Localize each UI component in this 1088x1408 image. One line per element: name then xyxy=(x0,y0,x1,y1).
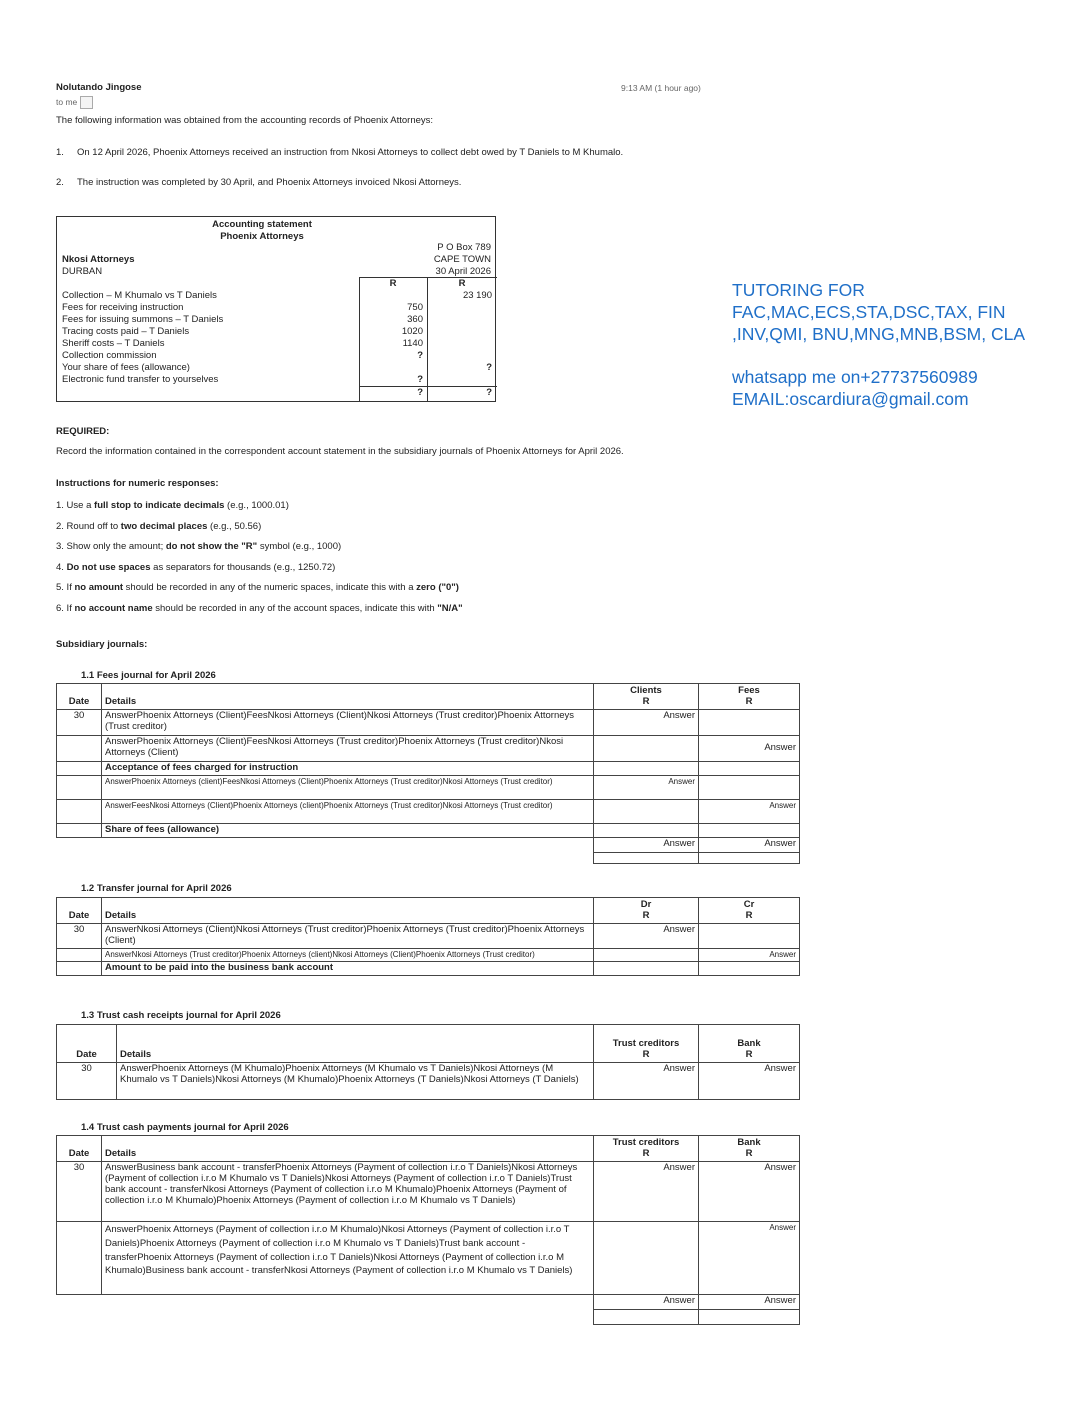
instr-text: (e.g., 1000.01) xyxy=(224,500,289,511)
fees-cell xyxy=(699,762,800,776)
point-number: 2. xyxy=(56,177,64,188)
point-text: The instruction was completed by 30 April, and Phoenix Attorneys invoiced Nkosi Attorneys. xyxy=(77,177,462,188)
trust-creditors-answer-input[interactable]: Answer xyxy=(594,1162,699,1222)
payments-journal-table xyxy=(56,1135,800,1325)
statement-row-label: Fees for issuing summons – T Daniels xyxy=(62,314,224,325)
instr-bold: no amount xyxy=(74,582,124,593)
point-2 xyxy=(56,177,462,188)
ad-whatsapp: whatsapp me on+27737560989 xyxy=(732,367,978,387)
details-dropdown[interactable]: AnswerPhoenix Attorneys (Payment of collection i.r.o M Khumalo)Nkosi Attorneys (Payment of collection i.r.o T Daniels)Phoenix Attorneys (Payment of collection i.r.o M Khumalo vs T Daniels)Trust bank account - transferPhoenix Attorneys (Payment of collection i.r.o T Daniels)Nkosi Attorneys (Payment of collection i.r.o M Khumalo)Business bank account - transferNkosi Attorneys (Payment of collection i.r.o M Khumalo vs T Daniels) xyxy=(102,1222,594,1295)
cr-answer-input[interactable]: Answer xyxy=(699,948,800,961)
header-unit: R xyxy=(745,1049,753,1061)
header-unit: R xyxy=(642,910,650,922)
instr-bold: zero ("0") xyxy=(416,582,459,593)
header-unit: R xyxy=(745,910,753,922)
statement-row-label: Tracing costs paid – T Daniels xyxy=(62,326,190,337)
header-date: Date xyxy=(57,1136,102,1162)
statement-recipient: Nkosi Attorneys xyxy=(62,254,135,265)
details-dropdown[interactable]: AnswerPhoenix Attorneys (client)FeesNkosi Attorneys (Client)Phoenix Attorneys (Trust creditor)Nkosi Attorneys (Trust creditor) xyxy=(102,775,594,799)
statement-row-amount-a: 1140 xyxy=(402,338,423,349)
subsidiary-heading: Subsidiary journals: xyxy=(56,639,148,650)
statement-row-amount-a: 750 xyxy=(407,302,423,313)
recipient-line xyxy=(56,96,93,109)
instr-text: 5. If xyxy=(56,582,75,593)
required-heading: REQUIRED: xyxy=(56,426,110,437)
header-details: Details xyxy=(117,1025,594,1063)
statement-title: Accounting statement xyxy=(212,219,312,230)
clients-answer-input[interactable]: Answer xyxy=(594,710,699,736)
instr-text: 6. If xyxy=(56,603,75,614)
instr-text: should be recorded in any of the numeric spaces, indicate this with a xyxy=(123,582,417,593)
header-label: Clients xyxy=(630,685,662,697)
dr-cell xyxy=(594,948,699,961)
statement-firm: Phoenix Attorneys xyxy=(220,231,304,242)
table-row xyxy=(57,736,800,762)
instr-text: 3. Show only the amount; xyxy=(56,541,166,552)
col-header-r: R xyxy=(389,278,397,289)
total-a: ? xyxy=(417,387,423,398)
table-header-row xyxy=(57,1136,800,1162)
table-row xyxy=(57,762,800,776)
row-date xyxy=(57,799,102,823)
bank-answer-input[interactable]: Answer xyxy=(699,1063,800,1100)
header-label: Trust creditors xyxy=(612,1137,680,1149)
details-dropdown[interactable]: AnswerFeesNkosi Attorneys (Client)Phoenix Attorneys (client)Phoenix Attorneys (Trust creditor)Nkosi Attorneys (Trust creditor) xyxy=(102,799,594,823)
instr-text: (e.g., 50.56) xyxy=(207,521,262,532)
header-label: Bank xyxy=(737,1038,761,1050)
table-header-row xyxy=(57,898,800,924)
header-details: Details xyxy=(102,684,594,710)
details-dropdown[interactable]: AnswerPhoenix Attorneys (Client)FeesNkosi Attorneys (Trust creditor)Phoenix Attorneys (Trust creditor)Nkosi Attorneys (Client) xyxy=(102,736,594,762)
table-header-row xyxy=(57,1025,800,1063)
header-details: Details xyxy=(102,1136,594,1162)
statement-row-label: Electronic fund transfer to yourselves xyxy=(62,374,219,385)
instr-bold: no account name xyxy=(74,603,153,614)
ad-line-3: ,INV,QMI, BNU,MNG,MNB,BSM, CLA xyxy=(732,324,1026,344)
row-date: 30 xyxy=(57,1162,102,1222)
header-trust-creditors xyxy=(594,1025,699,1063)
details-dropdown[interactable]: AnswerPhoenix Attorneys (Client)FeesNkosi Attorneys (Client)Nkosi Attorneys (Trust creditor)Phoenix Attorneys (Trust creditor) xyxy=(102,710,594,736)
statement-row-amount-b: 23 190 xyxy=(462,290,492,301)
header-dr xyxy=(594,898,699,924)
instr-bold: do not show the "R" xyxy=(165,541,258,552)
header-unit: R xyxy=(745,696,753,708)
instruction-2 xyxy=(56,521,261,532)
point-text: On 12 April 2026, Phoenix Attorneys received an instruction from Nkosi Attorneys to collect debt owed by T Daniels to M Khumalo. xyxy=(77,147,624,158)
trust-creditors-answer-input[interactable]: Answer xyxy=(594,1063,699,1100)
table-row xyxy=(57,710,800,736)
blank-cell xyxy=(594,1310,699,1325)
blank-cell xyxy=(57,1295,594,1325)
instr-text: 4. xyxy=(56,562,67,573)
clients-total-input[interactable]: Answer xyxy=(594,837,699,852)
ad-line-1: TUTORING FOR xyxy=(732,280,865,300)
instr-text: symbol (e.g., 1000) xyxy=(257,541,342,552)
header-trust-creditors xyxy=(594,1136,699,1162)
details-dropdown[interactable]: AnswerNkosi Attorneys (Trust creditor)Phoenix Attorneys (client)Nkosi Attorneys (Client)Phoenix Attorneys (Trust creditor) xyxy=(102,948,594,961)
header-clients xyxy=(594,684,699,710)
header-bank xyxy=(699,1025,800,1063)
blank-cell xyxy=(699,1310,800,1325)
header-date: Date xyxy=(57,684,102,710)
header-details: Details xyxy=(102,898,594,924)
details-dropdown[interactable]: AnswerNkosi Attorneys (Client)Nkosi Attorneys (Trust creditor)Phoenix Attorneys (Trust creditor)Phoenix Attorneys (Client) xyxy=(102,924,594,949)
bank-answer-input[interactable]: Answer xyxy=(699,1222,800,1295)
instr-bold: full stop to indicate decimals xyxy=(94,500,225,511)
trust-creditors-total-input[interactable]: Answer xyxy=(594,1295,699,1310)
table-row xyxy=(57,924,800,949)
table-row xyxy=(57,1222,800,1295)
fees-total-input[interactable]: Answer xyxy=(699,837,800,852)
bank-total-input[interactable]: Answer xyxy=(699,1295,800,1310)
statement-row-label: Sheriff costs – T Daniels xyxy=(62,338,165,349)
instruction-5 xyxy=(56,582,459,593)
ad-email: EMAIL:oscardiura@gmail.com xyxy=(732,389,969,409)
fees-cell xyxy=(699,823,800,837)
header-unit: R xyxy=(642,1148,650,1160)
statement-row-amount-a: 1020 xyxy=(401,326,423,337)
narration: Acceptance of fees charged for instruction xyxy=(102,762,594,776)
statement-row-label: Fees for receiving instruction xyxy=(62,302,184,313)
row-date: 30 xyxy=(57,924,102,949)
recipient-text: to me xyxy=(56,96,78,107)
fees-journal-title: 1.1 Fees journal for April 2026 xyxy=(81,670,216,681)
header-label: Cr xyxy=(743,899,755,911)
statement-row-label: Your share of fees (allowance) xyxy=(62,362,190,373)
header-date: Date xyxy=(57,1025,117,1063)
instr-bold: Do not use spaces xyxy=(66,562,151,573)
blank-cell xyxy=(699,852,800,863)
narration: Amount to be paid into the business bank account xyxy=(102,961,594,975)
instr-bold: two decimal places xyxy=(120,521,208,532)
header-bank xyxy=(699,1136,800,1162)
point-number: 1. xyxy=(56,147,64,158)
receipts-journal-table xyxy=(56,1024,800,1100)
timestamp: 9:13 AM (1 hour ago) xyxy=(621,83,701,93)
header-date: Date xyxy=(57,898,102,924)
instruction-1 xyxy=(56,500,289,511)
intro-text: The following information was obtained from the accounting records of Phoenix Attorneys: xyxy=(56,115,434,126)
total-row xyxy=(57,837,800,852)
table-row xyxy=(57,775,800,799)
cr-cell xyxy=(699,924,800,949)
statement-row-amount-b: ? xyxy=(486,362,492,373)
instr-text: as separators for thousands (e.g., 1250.72) xyxy=(150,562,336,573)
row-date xyxy=(57,762,102,776)
table-row xyxy=(57,1063,800,1100)
blank-cell xyxy=(594,852,699,863)
instr-bold: "N/A" xyxy=(437,603,463,614)
fees-answer-input[interactable]: Answer xyxy=(699,799,800,823)
clients-answer-input[interactable]: Answer xyxy=(594,775,699,799)
transfer-journal-title: 1.2 Transfer journal for April 2026 xyxy=(81,883,232,894)
sender-name: Nolutando Jingose xyxy=(56,82,142,93)
table-row xyxy=(57,1162,800,1222)
table-row xyxy=(57,823,800,837)
table-header-row xyxy=(57,684,800,710)
fees-cell xyxy=(699,710,800,736)
statement-date: 30 April 2026 xyxy=(435,266,491,277)
required-text: Record the information contained in the correspondent account statement in the subsidiary journals of Phoenix Attorneys for April 2026. xyxy=(56,446,624,457)
header-unit: R xyxy=(642,1049,650,1061)
col-header-r: R xyxy=(458,278,466,289)
instr-text: 1. Use a xyxy=(56,500,95,511)
statement-row-amount-a: 360 xyxy=(407,314,423,325)
header-cr xyxy=(699,898,800,924)
broken-image-icon xyxy=(80,96,93,109)
fees-cell xyxy=(699,775,800,799)
row-date xyxy=(57,961,102,975)
statement-row-label: Collection – M Khumalo vs T Daniels xyxy=(62,290,217,301)
total-b: ? xyxy=(486,387,492,398)
instruction-6 xyxy=(56,603,463,614)
fees-journal-table xyxy=(56,683,800,864)
header-label: Fees xyxy=(738,685,760,697)
statement-address-1: P O Box 789 xyxy=(437,242,491,253)
receipts-journal-title: 1.3 Trust cash receipts journal for April 2026 xyxy=(81,1010,281,1021)
statement-recipient-city: DURBAN xyxy=(62,266,103,277)
table-row xyxy=(57,799,800,823)
table-row xyxy=(57,948,800,961)
trust-creditors-cell xyxy=(594,1222,699,1295)
instructions-heading: Instructions for numeric responses: xyxy=(56,478,219,489)
total-row xyxy=(57,1295,800,1310)
clients-cell xyxy=(594,823,699,837)
header-unit: R xyxy=(642,696,650,708)
instr-text: should be recorded in any of the account spaces, indicate this with xyxy=(152,603,438,614)
ad-line-2: FAC,MAC,ECS,STA,DSC,TAX, FIN xyxy=(732,302,1006,322)
clients-cell xyxy=(594,736,699,762)
row-date xyxy=(57,823,102,837)
payments-journal-title: 1.4 Trust cash payments journal for April 2026 xyxy=(81,1122,289,1133)
header-unit: R xyxy=(745,1148,753,1160)
instr-text: 2. Round off to xyxy=(56,521,121,532)
row-date xyxy=(57,775,102,799)
details-dropdown[interactable]: AnswerPhoenix Attorneys (M Khumalo)Phoenix Attorneys (M Khumalo vs T Daniels)Nkosi Attorneys (M Khumalo vs T Daniels)Nkosi Attorneys (M Khumalo)Phoenix Attorneys (T Daniels)Nkosi Attorneys (T Daniels) xyxy=(117,1063,594,1100)
dr-cell xyxy=(594,961,699,975)
statement-row-label: Collection commission xyxy=(62,350,157,361)
header-label: Bank xyxy=(737,1137,761,1149)
table-row xyxy=(57,961,800,975)
instruction-3 xyxy=(56,541,341,552)
row-date xyxy=(57,1222,102,1295)
point-1 xyxy=(56,147,624,158)
row-date: 30 xyxy=(57,1063,117,1100)
row-date: 30 xyxy=(57,710,102,736)
clients-cell xyxy=(594,799,699,823)
row-date xyxy=(57,948,102,961)
statement-row-amount-a: ? xyxy=(417,350,423,361)
header-label: Trust creditors xyxy=(612,1038,680,1050)
statement-row-amount-a: ? xyxy=(417,374,423,385)
instruction-4 xyxy=(56,562,335,573)
header-fees xyxy=(699,684,800,710)
details-dropdown[interactable]: AnswerBusiness bank account - transferPhoenix Attorneys (Payment of collection i.r.o T Daniels)Nkosi Attorneys (Payment of collection i.r.o M Khumalo vs T Daniels)Nkosi Attorneys (Payment of collection i.r.o T Daniels)Trust bank account - transferNkosi Attorneys (Payment of collection i.r.o M Khumalo)Phoenix Attorneys (Payment of collection i.r.o M Khumalo)Phoenix Attorneys (Payment of collection i.r.o M Khumalo vs T Daniels) xyxy=(102,1162,594,1222)
statement-address-2: CAPE TOWN xyxy=(433,254,491,265)
blank-cell xyxy=(57,837,594,863)
dr-answer-input[interactable]: Answer xyxy=(594,924,699,949)
row-date xyxy=(57,736,102,762)
narration: Share of fees (allowance) xyxy=(102,823,594,837)
clients-cell xyxy=(594,762,699,776)
bank-answer-input[interactable]: Answer xyxy=(699,1162,800,1222)
transfer-journal-table xyxy=(56,897,800,976)
cr-cell xyxy=(699,961,800,975)
header-label: Dr xyxy=(640,899,652,911)
fees-answer-input[interactable]: Answer xyxy=(699,736,800,762)
accounting-statement xyxy=(56,216,496,402)
